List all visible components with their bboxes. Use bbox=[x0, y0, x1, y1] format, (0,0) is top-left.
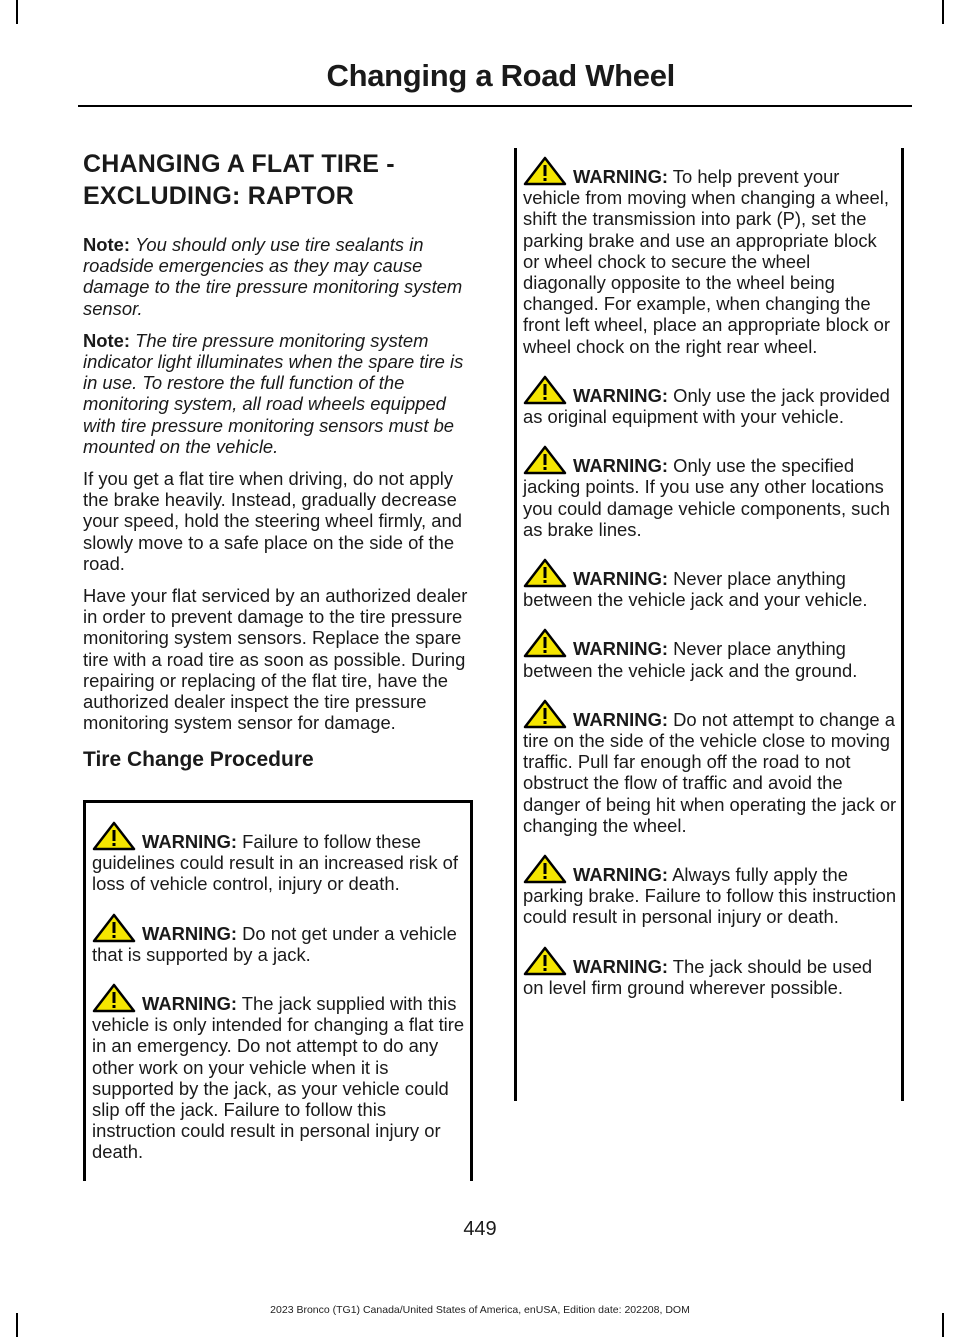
footer-edition: 2023 Bronco (TG1) Canada/United States of America, enUSA, Edition date: 202208, DOM bbox=[270, 1304, 690, 1316]
warning-label: WARNING: bbox=[573, 384, 669, 406]
warning-text: Always fully apply the parking brake. Failure to follow this instruction could result in personal injury or death. bbox=[523, 864, 897, 928]
paragraph-flat-service: Have your flat serviced by an authorized dealer in order to prevent damage to the tire pressure monitoring system sensors. Replace the spare tire with a road tire as soon as possible. During repairing or replacing of the flat tire, have the authorized dealer inspect the tire pressure monitoring system sensor for damage. bbox=[83, 585, 468, 734]
warning-label: WARNING: bbox=[573, 955, 669, 977]
warning-text: Failure to follow these guidelines could result in an increased risk of loss of vehicle control, injury or death. bbox=[92, 831, 458, 895]
warning-triangle-icon bbox=[523, 628, 567, 658]
note-text: You should only use tire sealants in roadside emergencies as they may cause damage to the tire pressure monitoring system sensor. bbox=[83, 234, 463, 319]
warning-triangle-icon bbox=[523, 445, 567, 475]
warning-label: WARNING: bbox=[573, 864, 669, 886]
warning-label: WARNING: bbox=[573, 638, 669, 660]
warning-triangle-icon bbox=[523, 156, 567, 186]
subheading-procedure: Tire Change Procedure bbox=[83, 748, 314, 772]
warning-item bbox=[523, 946, 897, 998]
left-warning-box bbox=[83, 800, 473, 1181]
warning-triangle-icon bbox=[523, 946, 567, 976]
warning-label: WARNING: bbox=[142, 922, 238, 944]
crop-mark-top-right-v bbox=[942, 0, 944, 24]
warning-item bbox=[523, 445, 897, 540]
warning-triangle-icon bbox=[92, 983, 136, 1013]
note-tpms bbox=[83, 330, 473, 457]
warning-text: The jack supplied with this vehicle is only intended for changing a flat tire in an emergency. Do not attempt to do any other work on your vehicle when it is supported by the jack, as your vehicle could slip off the jack. Failure to follow this instruction could result in personal injury or death. bbox=[92, 993, 465, 1163]
warning-text: Only use the jack provided as original equipment with your vehicle. bbox=[523, 384, 890, 428]
note-lead: Note: bbox=[83, 329, 130, 351]
warning-item bbox=[523, 699, 897, 836]
warning-item bbox=[92, 821, 465, 895]
warning-triangle-icon bbox=[92, 821, 136, 851]
warning-item bbox=[523, 375, 897, 427]
warning-text: Never place anything between the vehicle jack and the ground. bbox=[523, 638, 858, 681]
warning-text: Only use the specified jacking points. If you use any other locations you could damage vehicle components, such as brake lines. bbox=[523, 455, 891, 540]
paragraph-flat-driving: If you get a flat tire when driving, do not apply the brake heavily. Instead, gradually decrease your speed, hold the steering wheel firmly, and slowly move to a safe place on the side of the road. bbox=[83, 468, 462, 574]
warning-triangle-icon bbox=[523, 375, 567, 405]
warning-label: WARNING: bbox=[573, 568, 669, 590]
section-heading-line1: CHANGING A FLAT TIRE - bbox=[83, 150, 395, 178]
warning-triangle-icon bbox=[523, 854, 567, 884]
warning-text: Do not get under a vehicle that is supported by a jack. bbox=[92, 922, 457, 965]
header-rule bbox=[78, 105, 912, 107]
section-heading-line2: EXCLUDING: RAPTOR bbox=[83, 182, 355, 210]
warning-item bbox=[523, 558, 897, 610]
warning-triangle-icon bbox=[92, 913, 136, 943]
warning-item bbox=[92, 913, 465, 965]
right-warning-column bbox=[514, 148, 904, 1101]
warning-text: The jack should be used on level firm ground wherever possible. bbox=[523, 955, 873, 998]
warning-item bbox=[523, 628, 897, 680]
warning-label: WARNING: bbox=[573, 166, 669, 187]
page-title: Changing a Road Wheel bbox=[326, 58, 675, 93]
page-number: 449 bbox=[463, 1218, 497, 1240]
note-lead: Note: bbox=[83, 234, 130, 255]
warning-text: To help prevent your vehicle from moving when changing a wheel, shift the transmission into park (P), set the parking brake and use an appropriate block or wheel chock to secure the wheel diagonally opposite to the wheel being changed. For example, when changing the front left wheel, place an appropriate block or wheel chock on the right rear wheel. bbox=[523, 166, 891, 357]
warning-triangle-icon bbox=[523, 699, 567, 729]
warning-label: WARNING: bbox=[573, 708, 669, 730]
warning-label: WARNING: bbox=[573, 455, 669, 477]
crop-mark-bottom-left-v bbox=[16, 1313, 18, 1337]
left-column bbox=[83, 148, 473, 799]
warning-item bbox=[92, 983, 465, 1163]
warning-text: Do not attempt to change a tire on the side of the vehicle close to moving traffic. Pull far enough off the road to not obstruct the flow of traffic and avoid the danger of being hit when operating the jack or changing the wheel. bbox=[523, 708, 897, 836]
warning-item bbox=[523, 854, 897, 928]
warning-label: WARNING: bbox=[142, 993, 238, 1015]
crop-mark-bottom-right-v bbox=[942, 1313, 944, 1337]
crop-mark-top-left-v bbox=[16, 0, 18, 24]
warning-triangle-icon bbox=[523, 558, 567, 588]
warning-text: Never place anything between the vehicle jack and your vehicle. bbox=[523, 568, 868, 611]
section-heading bbox=[83, 148, 473, 212]
note-text: The tire pressure monitoring system indicator light illuminates when the spare tire is in use. To restore the full function of the monitoring system, all road wheels equipped with tire pressure monitoring sensors must be mounted on the vehicle. bbox=[83, 329, 464, 457]
warning-label: WARNING: bbox=[142, 831, 238, 852]
note-sealants bbox=[83, 234, 473, 319]
warning-item bbox=[523, 156, 897, 357]
